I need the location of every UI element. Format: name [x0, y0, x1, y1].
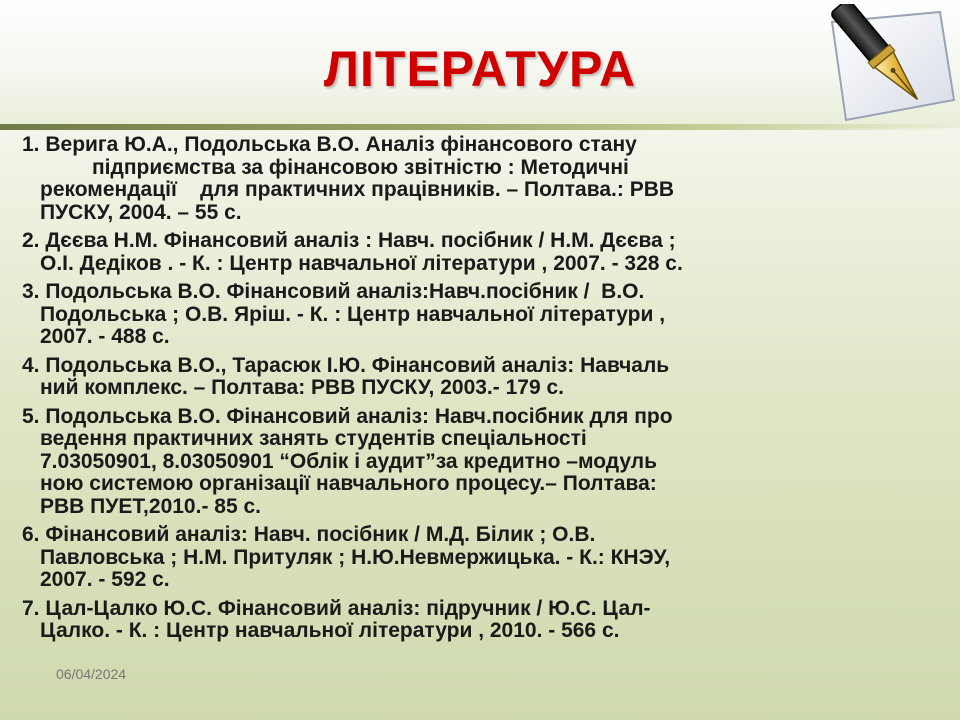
- reference-list: [22, 134, 932, 649]
- reference-line: 6. Фінансовий аналіз: Навч. посібник / М.Д. Білик ; О.В.: [22, 523, 596, 546]
- slide-date: 06/04/2024: [56, 666, 127, 682]
- slide-title: ЛІТЕРАТУРА: [323, 41, 637, 97]
- reference-line: рекомендації для практичних працівників. – Полтава.: РВВ: [40, 178, 675, 201]
- reference-line: 5. Подольська В.О. Фінансовий аналіз: Навч.посібник для про: [22, 404, 673, 428]
- reference-line: РВВ ПУЕТ,2010.- 85 с.: [40, 494, 261, 518]
- reference-item-4: [22, 355, 932, 400]
- reference-item-6: [22, 524, 932, 592]
- reference-item-3: [22, 281, 932, 349]
- reference-line: Подольська ; О.В. Яріш. - К. : Центр навчальної літератури ,: [40, 302, 666, 326]
- reference-item-7: [22, 598, 932, 643]
- reference-line: О.І. Дедіков . - К. : Центр навчальної літератури , 2007. - 328 с.: [40, 251, 683, 275]
- reference-item-2: [22, 230, 932, 275]
- reference-line: Павловська ; Н.М. Притуляк ; Н.Ю.Невмержицька. - К.: КНЭУ,: [40, 545, 671, 569]
- reference-line: 7. Цал-Цалко Ю.С. Фінансовий аналіз: підручник / Ю.С. Цал-: [22, 596, 651, 620]
- reference-line: ною системою організації навчального процесу.– Полтава:: [40, 472, 657, 495]
- reference-line: ний комплекс. – Полтава: РВВ ПУСКУ, 2003.- 179 с.: [40, 376, 564, 399]
- reference-line: 7.03050901, 8.03050901 “Облік і аудит”за кредитно –модуль: [40, 449, 658, 473]
- reference-line: ведення практичних занять студентів спеціальності: [40, 427, 587, 450]
- reference-line: Цалко. - К. : Центр навчальної літератури , 2010. - 566 с.: [40, 619, 620, 642]
- reference-item-1: [22, 134, 932, 224]
- reference-line: 2. Дєєва Н.М. Фінансовий аналіз : Навч. посібник / Н.М. Дєєва ;: [22, 229, 676, 252]
- reference-line: 2007. - 488 с.: [40, 325, 170, 348]
- reference-line: 3. Подольська В.О. Фінансовий аналіз:Навч.посібник / В.О.: [22, 280, 645, 303]
- reference-line: підприємства за фінансовою звітністю : Методичні: [92, 155, 629, 179]
- reference-line: 1. Верига Ю.А., Подольська В.О. Аналіз фінансового стану: [22, 133, 637, 156]
- reference-line: 4. Подольська В.О., Тарасюк І.Ю. Фінансовий аналіз: Навчаль: [22, 353, 670, 377]
- reference-item-5: [22, 406, 932, 519]
- fountain-pen-icon: [812, 4, 960, 128]
- reference-line: 2007. - 592 с.: [40, 568, 170, 591]
- reference-line: ПУСКУ, 2004. – 55 с.: [40, 200, 242, 224]
